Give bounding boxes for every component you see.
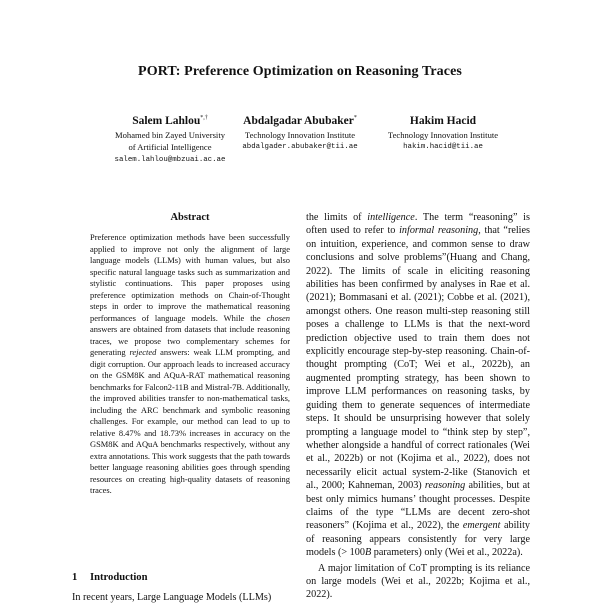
author-affiliation: Technology Innovation Institute [387, 129, 499, 140]
right-column-run: ability of reasoning appears consistently for very large models (> 100 [306, 520, 530, 559]
right-column-run: , that “relies on intuition, experience, and common sense to draw conclusions and solve problems”(Huang and Chang, 2022). The limits of scale in eliciting reasoning abilities has been confirmed by analyses in Rae et al. (2021); Bommasani et al. (2021); Cobbe et al. (2021), amongst others. One reason multi-step reasoning still poses a challenge to LLMs is that the next-word prediction objective used to train them does not explicitly encourage step-by-step reasoning. Chain-of-thought prompting (CoT; Wei et al., 2022b), an augmented prompting strategy, has been shown to improve LLM performances on reasoning tasks, by guiding them to generate sequences of intermediate steps. It should be unsurprising however that solely prompting a language model to “think step by step”, whether alongside a handful of correct rationales (Wei et al., 2022b) or not (Kojima et al., 2022), does not necessarily elicit actual system-2-like (Stanovich et al., 2000; Kahneman, 2003) [306, 225, 530, 492]
section-title: Introduction [90, 572, 148, 583]
paper-title: PORT: Preference Optimization on Reasoning Traces [138, 64, 462, 79]
right-column-run: reasoning [424, 480, 466, 492]
author-affiliation: Technology Innovation Institute [244, 129, 356, 140]
right-column-run: B [364, 547, 372, 559]
right-column-run: the limits of [306, 212, 368, 223]
abstract-text [90, 232, 290, 497]
author-marks: *,† [200, 115, 208, 121]
author-marks: * [353, 115, 357, 121]
right-column-run: emergent [462, 520, 501, 532]
abstract-heading: Abstract [170, 212, 210, 223]
author-email: salem.lahlou@mbzuai.ac.ae [114, 155, 226, 164]
author-affiliation: Mohamed bin Zayed University [114, 129, 226, 140]
right-column-text [306, 211, 530, 602]
author-block-3 [358, 111, 528, 154]
author-email: abdalgader.abubaker@tii.ae [242, 143, 358, 152]
section-number: 1 [72, 572, 78, 583]
section-heading-introduction [72, 572, 148, 583]
author-name: Hakim Hacid [409, 114, 477, 127]
abstract-run: chosen [266, 312, 290, 323]
right-column-paragraph-1 [306, 211, 530, 560]
author-name: Abdalgadar Abubaker* [243, 114, 357, 127]
author-name: Salem Lahlou*,† [132, 114, 208, 127]
author-email: hakim.hacid@tii.ae [403, 143, 483, 152]
author-affiliation: of Artificial Intelligence [128, 142, 212, 153]
right-column-run: informal reasoning [399, 225, 479, 237]
right-column-run: . The term “reasoning” is often used to refer to [306, 212, 530, 237]
abstract-run: rejected [129, 347, 157, 358]
right-column-paragraph-2: A major limitation of CoT prompting is its reliance on large models (Wei et al., 2022b; Kojima et al., 2022). [306, 562, 530, 601]
right-column-run: parameters) only (Wei et al., 2022a). [371, 547, 523, 559]
right-column-run: abilities, but at best only mimics humans’ thought processes. Despite claims of the type “LLMs are decent zero-shot reasoners” (Kojima et al., 2022), the [306, 480, 531, 532]
introduction-first-line: In recent years, Large Language Models (LLMs) [72, 592, 272, 603]
abstract-run: answers are obtained from datasets that include reasoning traces, we propose two complementary schemes for generating [90, 324, 290, 358]
abstract-run: answers: weak LLM prompting, and digit corruption. Our approach leads to increased accuracy on the GSM8K and AQuA-RAT mathematical reasoning benchmarks for Falcon2-11B and Mistral-7B. Additionally, the improved abilities transfer to non-mathematical tasks, including the ARC benchmark and symbolic reasoning challenges. For example, our method can lead to up to relative 8.47% and 18.73% increases in accuracy on the GSM8K and AQuA benchmarks respectively, without any extra annotations. This work suggests that the path towards better language reasoning abilities goes through spending resources on creating high-quality datasets of reasoning traces. [90, 347, 290, 496]
abstract-run: Preference optimization methods have been successfully applied to improve not only the alignment of large language models (LLMs) with human values, but also specific natural language tasks such as summarization and stylistic continuations. This paper proposes using preference optimization methods on Chain-of-Thought steps in order to improve the mathematical reasoning performances of language models. While the [90, 232, 290, 323]
right-column-run: intelligence [367, 212, 415, 223]
